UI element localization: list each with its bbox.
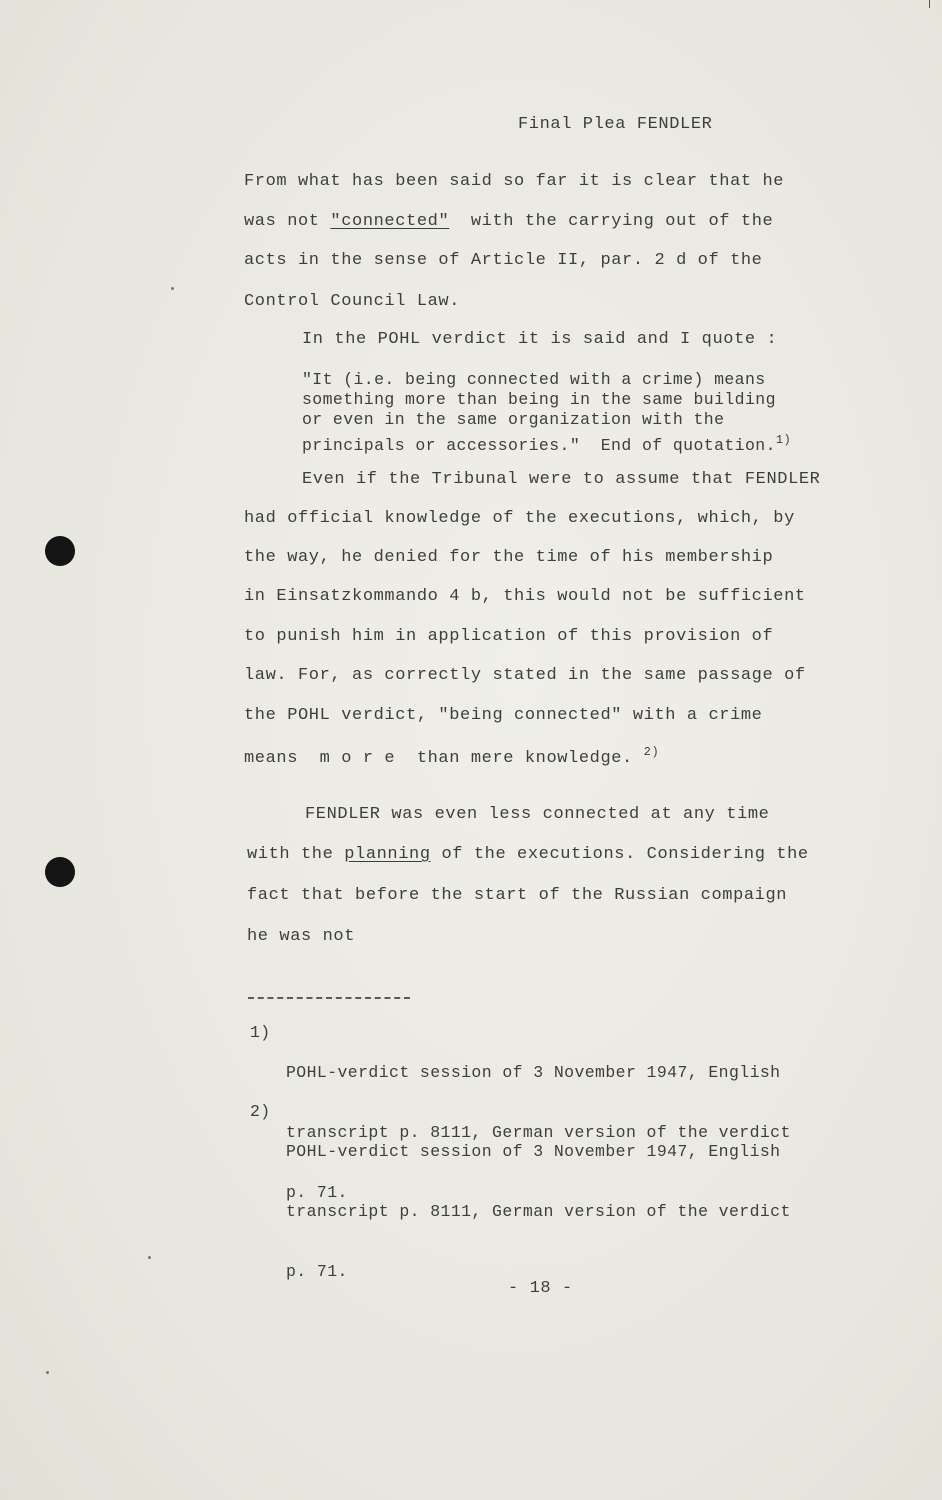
text-segment: means m o r e than mere knowledge. xyxy=(244,749,644,768)
body-line: law. For, as correctly stated in the same passage of xyxy=(244,666,806,685)
paper-speck xyxy=(148,1256,151,1259)
body-line: to punish him in application of this provision of xyxy=(244,627,774,646)
text-segment: with the carrying out of the xyxy=(449,212,774,231)
body-line: in Einsatzkommando 4 b, this would not be sufficient xyxy=(244,587,806,606)
page-number: - 18 - xyxy=(508,1279,573,1298)
footnote-line: POHL-verdict session of 3 November 1947, English xyxy=(286,1142,781,1161)
footnote-number: 1) xyxy=(250,1023,271,1042)
body-line: FENDLER was even less connected at any time xyxy=(305,805,770,824)
body-line: From what has been said so far it is clear that he xyxy=(244,172,785,191)
quotation-line: or even in the same organization with the xyxy=(302,410,725,429)
footnote-line: transcript p. 8111, German version of the verdict xyxy=(286,1202,791,1221)
footnote-separator xyxy=(248,997,410,999)
quotation-line: something more than being in the same building xyxy=(302,390,776,409)
body-line: the POHL verdict, "being connected" with a crime xyxy=(244,706,763,725)
paper-speck xyxy=(46,1371,49,1374)
body-line xyxy=(247,845,809,864)
footnote-reference: 2) xyxy=(643,745,660,759)
edge-mark xyxy=(929,0,930,8)
underlined-term: "connected" xyxy=(330,212,450,231)
body-line: he was not xyxy=(247,927,356,946)
page-header: Final Plea FENDLER xyxy=(518,115,713,134)
body-line: Control Council Law. xyxy=(244,292,461,311)
footnote-line: transcript p. 8111, German version of the verdict xyxy=(286,1123,791,1142)
body-line: fact that before the start of the Russian compaign xyxy=(247,886,788,905)
quotation-line: "It (i.e. being connected with a crime) means xyxy=(302,370,766,389)
footnote-line: p. 71. xyxy=(286,1183,348,1202)
footnote-line: p. 71. xyxy=(286,1262,348,1281)
punch-hole-bottom xyxy=(45,857,75,887)
text-segment: with the xyxy=(247,845,345,864)
footnote-line: POHL-verdict session of 3 November 1947, English xyxy=(286,1063,781,1082)
text-segment: principals or accessories." End of quotation. xyxy=(302,436,776,455)
body-line: acts in the sense of Article II, par. 2 d of the xyxy=(244,251,763,270)
body-line: In the POHL verdict it is said and I quote : xyxy=(302,330,778,349)
body-line xyxy=(244,212,773,231)
body-line: the way, he denied for the time of his membership xyxy=(244,548,774,567)
body-line xyxy=(244,745,659,768)
underlined-term: planning xyxy=(344,845,431,864)
text-segment: was not xyxy=(244,212,331,231)
footnote-reference: 1) xyxy=(775,433,792,447)
text-segment: of the executions. Considering the xyxy=(430,845,809,864)
quotation-line xyxy=(302,430,791,456)
body-line: Even if the Tribunal were to assume that FENDLER xyxy=(302,470,821,489)
punch-hole-top xyxy=(45,536,75,566)
paper-speck xyxy=(171,287,174,290)
body-line: had official knowledge of the executions, which, by xyxy=(244,509,795,528)
footnote-number: 2) xyxy=(250,1102,271,1121)
